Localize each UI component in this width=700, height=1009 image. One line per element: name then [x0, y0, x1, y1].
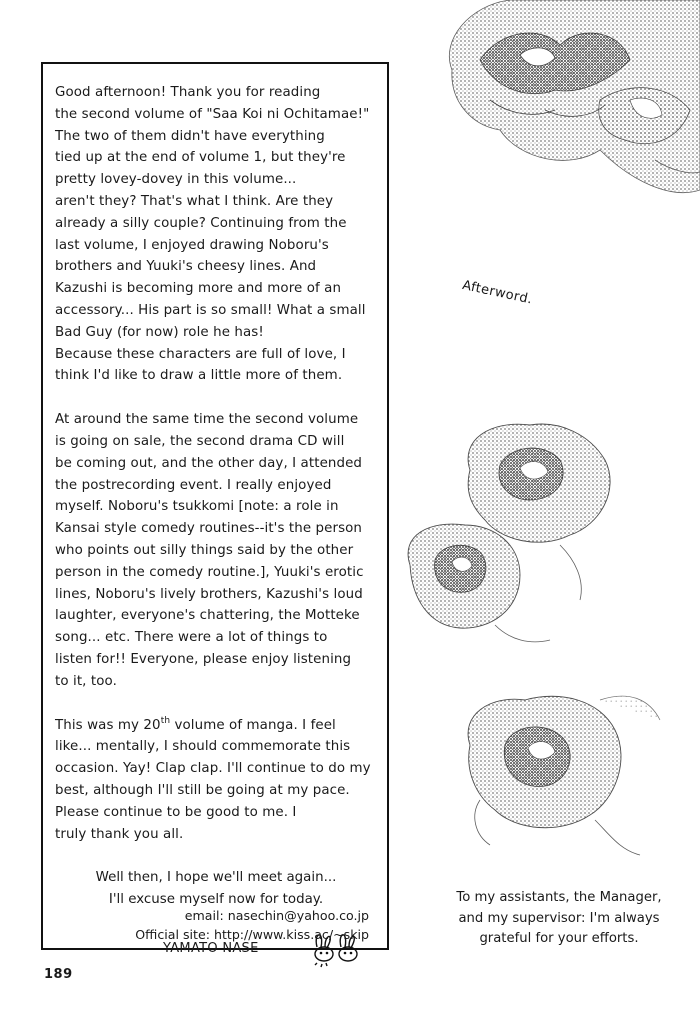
text-line: occasion. Yay! Clap clap. I'll continue to do my — [55, 761, 371, 777]
acknowledgement-line: To my assistants, the Manager, — [456, 890, 662, 905]
contact-info — [43, 906, 369, 944]
text-line: truly thank you all. — [55, 826, 184, 842]
text-line: who points out silly things said by the other — [55, 542, 354, 558]
text-line: Kazushi is becoming more and more of an — [55, 281, 342, 297]
text-line: myself. Noboru's tsukkomi [note: a role in — [55, 499, 339, 515]
text-line: to it, too. — [55, 673, 117, 689]
signoff-line: Well then, I hope we'll meet again... — [95, 870, 337, 886]
text-line: last volume, I enjoyed drawing Noboru's — [55, 237, 329, 253]
text-line: be coming out, and the other day, I attended — [55, 455, 363, 471]
text-line: best, although I'll still be going at my pace. — [55, 782, 350, 798]
acknowledgement-note — [424, 888, 694, 950]
text-line: accessory... His part is so small! What a small — [55, 302, 366, 318]
text-line: Please continue to be good to me. I — [55, 804, 297, 820]
signoff — [55, 867, 377, 911]
text-line: Bad Guy (for now) role he has! — [55, 324, 264, 340]
rose-top-cluster — [449, 0, 700, 193]
text-fragment: volume of manga. I feel — [170, 717, 336, 733]
ordinal-suffix: th — [160, 715, 171, 726]
official-site: Official site: http://www.kiss.ac/~skip — [135, 927, 369, 942]
text-line: tied up at the end of volume 1, but they're — [55, 150, 346, 166]
text-line: brothers and Yuuki's cheesy lines. And — [55, 259, 317, 275]
author-name: YAMATO NASE — [163, 940, 259, 956]
text-line: person in the comedy routine.], Yuuki's erotic — [55, 564, 364, 580]
text-line: Kansai style comedy routines--it's the person — [55, 521, 363, 537]
text-line: already a silly couple? Continuing from the — [55, 215, 347, 231]
text-line: Because these characters are full of love, I — [55, 346, 346, 362]
text-line: is going on sale, the second drama CD will — [55, 433, 345, 449]
text-line: like... mentally, I should commemorate this — [55, 739, 351, 755]
email-address: email: nasechin@yahoo.co.jp — [184, 908, 369, 923]
afterword-text-box — [41, 62, 389, 956]
paragraph-drama-cd — [55, 409, 377, 692]
text-line: think I'd like to draw a little more of them. — [55, 368, 343, 384]
text-line: At around the same time the second volume — [55, 412, 359, 428]
text-line: laughter, everyone's chattering, the Motteke — [55, 608, 360, 624]
text-fragment: This was my 20 — [55, 717, 161, 733]
signoff-line: I'll excuse myself now for today. — [108, 892, 324, 908]
text-line: lines, Noboru's lively brothers, Kazushi's loud — [55, 586, 363, 602]
acknowledgement-line: and my supervisor: I'm always — [458, 910, 660, 926]
paragraph-intro — [55, 82, 377, 387]
text-line: aren't they? That's what I think. Are they — [55, 193, 334, 209]
text-line — [55, 715, 377, 737]
text-line: song... etc. There were a lot of things to — [55, 630, 328, 646]
paragraph-twentieth-volume — [55, 715, 377, 846]
text-line: The two of them didn't have everything — [55, 128, 325, 144]
text-line: listen for!! Everyone, please enjoy listening — [55, 651, 352, 667]
text-line: the postrecording event. I really enjoyed — [55, 477, 332, 493]
text-line: Good afternoon! Thank you for reading — [55, 85, 321, 100]
page-number: 189 — [44, 967, 73, 982]
text-line: pretty lovey-dovey in this volume... — [55, 172, 297, 188]
acknowledgement-line: grateful for your efforts. — [479, 931, 639, 946]
rose-middle-cluster — [408, 424, 610, 642]
rose-lower — [468, 696, 660, 855]
afterword-heading: Afterword. — [460, 278, 534, 308]
text-line: the second volume of "Saa Koi ni Ochitamae!" — [55, 106, 370, 122]
